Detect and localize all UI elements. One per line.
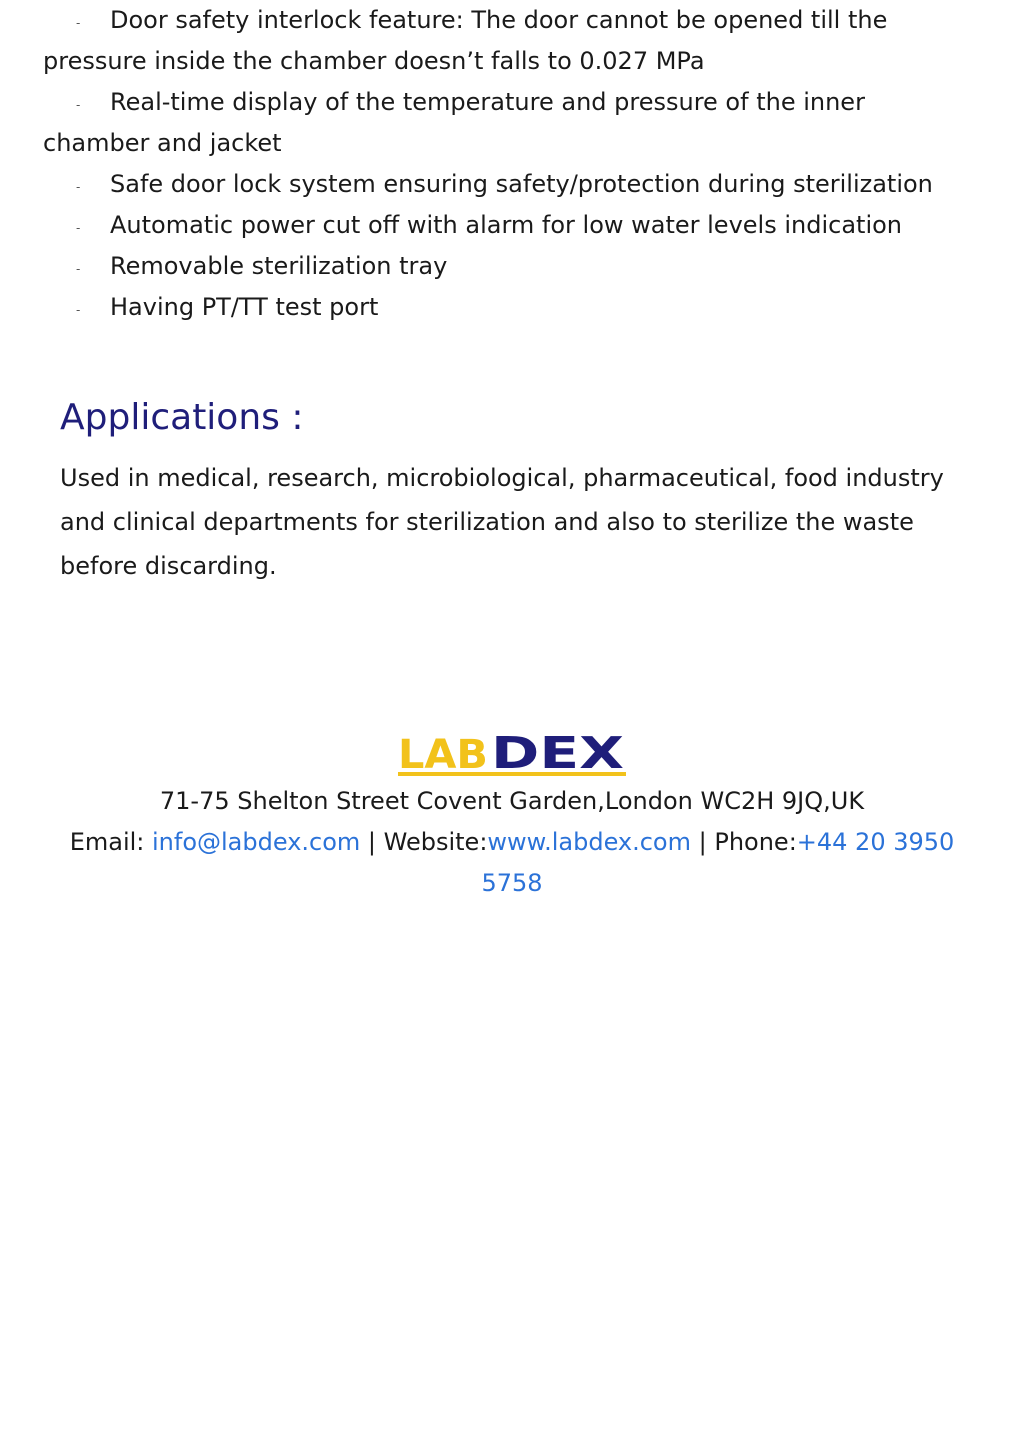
phone-label: | Phone: [691,828,797,856]
feature-text: Removable sterilization tray [110,252,448,280]
feature-text: Safe door lock system ensuring safety/protection during sterilization [110,170,933,198]
feature-item [43,246,973,287]
bullet-dash: - [76,221,81,235]
bullet-dash: - [76,16,81,30]
applications-heading: Applications : [60,397,304,438]
bullet-dash: - [76,262,81,276]
feature-item [43,164,973,205]
feature-item [43,82,973,164]
website-link[interactable]: www.labdex.com [487,828,691,856]
labdex-logo [396,730,628,780]
contact-line [60,822,964,904]
bullet-dash: - [76,98,81,112]
bullet-dash: - [76,303,81,317]
feature-text: Automatic power cut off with alarm for low water levels indication [110,211,902,239]
email-label: Email: [69,828,152,856]
feature-text: Door safety interlock feature: The door cannot be opened till the pressure inside the chamber doesn’t falls to 0.027 MPa [43,6,888,75]
feature-item [43,287,973,328]
feature-text: Having PT/TT test port [110,293,379,321]
applications-text: Used in medical, research, microbiological, pharmaceutical, food industry and clinical departments for sterilization and also to sterilize the waste before discarding. [60,464,944,580]
logo-lab-text: LAB [398,732,488,778]
logo-dex-text: DEX [491,730,625,779]
feature-text: Real-time display of the temperature and pressure of the inner chamber and jacket [43,88,865,157]
feature-list [43,0,973,328]
feature-item [43,205,973,246]
email-link[interactable]: info@labdex.com [152,828,361,856]
bullet-dash: - [76,180,81,194]
contact-footer [60,781,964,904]
website-label: | Website: [360,828,488,856]
feature-item [43,0,973,82]
phone-link[interactable]: +44 20 3950 5758 [481,828,955,897]
address: 71-75 Shelton Street Covent Garden,London WC2H 9JQ,UK [159,787,865,815]
